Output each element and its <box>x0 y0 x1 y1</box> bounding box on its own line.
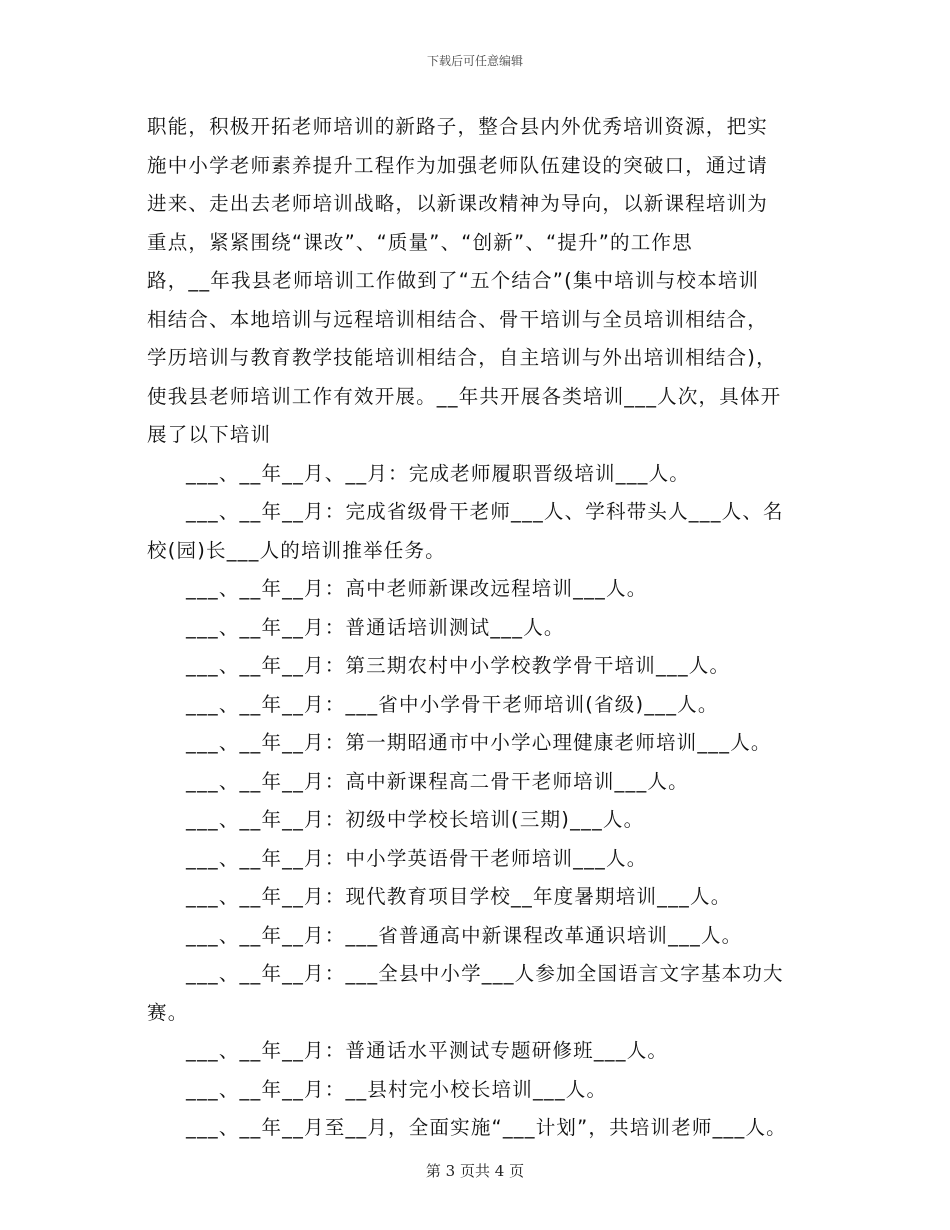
training-item: ___、__年__月：初级中学校长培训(三期)___人。 <box>186 808 645 831</box>
training-item: ___、__年__月：普通话培训测试___人。 <box>186 615 565 639</box>
training-item: ___、__年__月：__县村完小校长培训___人。 <box>186 1077 608 1101</box>
intro-line: 学历培训与教育教学技能培训相结合，自主培训与外出培训相结合)， <box>147 346 777 369</box>
training-item: ___、__年__月：第三期农村中小学校教学骨干培训___人。 <box>186 654 731 677</box>
training-item: ___、__年__月：现代教育项目学校__年度暑期培训___人。 <box>186 885 732 908</box>
intro-line: 展了以下培训 <box>147 423 272 446</box>
intro-line: 使我县老师培训工作有效开展。__年共开展各类培训___人次，具体开 <box>147 384 782 408</box>
document-body <box>147 108 827 1148</box>
intro-line: 进来、走出去老师培训战略，以新课改精神为导向，以新课程培训为 <box>147 192 769 215</box>
intro-line: 施中小学老师素养提升工程作为加强老师队伍建设的突破口，通过请 <box>147 153 769 177</box>
training-item: ___、__年__月：___全县中小学___人参加全国语言文字基本功大 <box>186 962 784 985</box>
training-item: ___、__年__月：高中新课程高二骨干老师培训___人。 <box>186 769 689 793</box>
training-item: ___、__年__月：中小学英语骨干老师培训___人。 <box>186 846 648 870</box>
training-item: ___、__年__月至__月，全面实施“___计划”，共培训老师___人。 <box>186 1116 787 1139</box>
training-item: ___、__年__月：完成省级骨干老师___人、学科带头人___人、名 <box>186 500 784 523</box>
page-number: 第 3 页共 4 页 <box>425 1162 525 1180</box>
training-item: ___、__年__月：高中老师新课改远程培训___人。 <box>186 577 648 600</box>
intro-line: 重点，紧紧围绕“课改”、“质量”、“创新”、“提升”的工作思 <box>147 230 693 254</box>
training-item: ___、__年__月：普通话水平测试专题研修班___人。 <box>186 1039 669 1062</box>
training-item: ___、__年__月、__月：完成老师履职晋级培训___人。 <box>186 461 691 485</box>
intro-line: 职能，积极开拓老师培训的新路子，整合县内外优秀培训资源，把实 <box>147 115 769 138</box>
intro-line: 相结合、本地培训与远程培训相结合、骨干培训与全员培训相结合， <box>147 307 769 331</box>
training-item: ___、__年__月：___省中小学骨干老师培训(省级)___人。 <box>186 692 719 716</box>
training-item: ___、__年__月：___省普通高中新课程改革通识培训___人。 <box>186 923 743 947</box>
training-item: ___、__年__月：第一期昭通市中小学心理健康老师培训___人。 <box>186 731 772 754</box>
intro-line: 路，__年我县老师培训工作做到了“五个结合”(集中培训与校本培训 <box>147 269 760 292</box>
training-item-continued: 校(园)长___人的培训推举任务。 <box>147 538 446 562</box>
training-item-continued: 赛。 <box>147 1000 189 1024</box>
page-header: 下载后可任意编辑 <box>426 54 523 68</box>
